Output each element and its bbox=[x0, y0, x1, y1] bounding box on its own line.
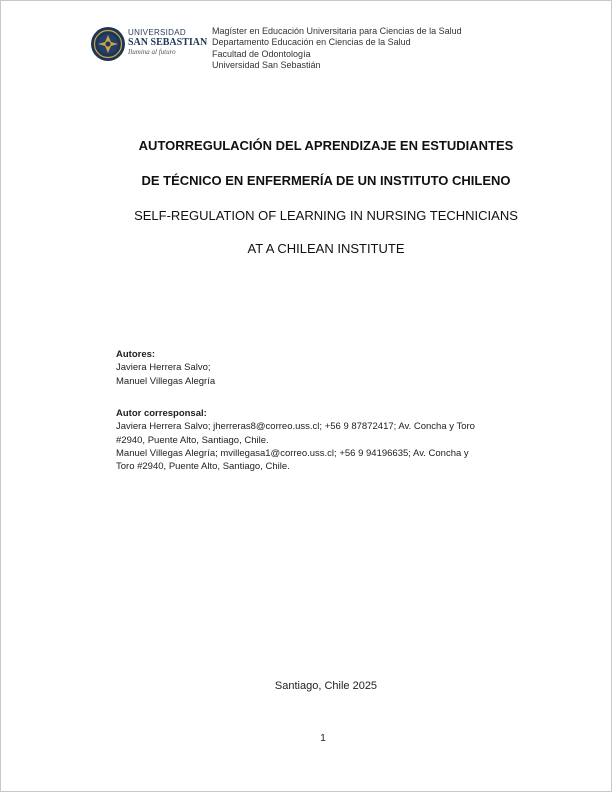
corresponding-author-line: Manuel Villegas Alegría; mvillegasa1@correo.uss.cl; +56 9 94196635; Av. Concha y bbox=[116, 447, 469, 459]
logo-university-word: UNIVERSIDAD bbox=[128, 28, 186, 37]
logo-tagline: Ilumina al futuro bbox=[128, 48, 176, 56]
corresponding-author-line: #2940, Puente Alto, Santiago, Chile. bbox=[116, 434, 269, 446]
title-english-line-2: AT A CHILEAN INSTITUTE bbox=[247, 241, 405, 256]
corresponding-author-line: Toro #2940, Puente Alto, Santiago, Chile. bbox=[116, 461, 290, 473]
author-name: Manuel Villegas Alegría bbox=[116, 375, 216, 387]
affiliation-university: Universidad San Sebastián bbox=[212, 59, 321, 70]
affiliation-block bbox=[212, 26, 462, 71]
affiliation-program: Magíster en Educación Universitaria para Ciencias de la Salud bbox=[212, 26, 462, 36]
affiliation-faculty: Facultad de Odontología bbox=[212, 48, 311, 59]
corresponding-author-line: Javiera Herrera Salvo; jherreras8@correo.uss.cl; +56 9 87872417; Av. Concha y Toro bbox=[116, 421, 475, 433]
title-english-line-1: SELF-REGULATION OF LEARNING IN NURSING TECHNICIANS bbox=[134, 208, 518, 223]
logo-university-name: SAN SEBASTIAN bbox=[128, 37, 208, 48]
title-spanish-line-2: DE TÉCNICO EN ENFERMERÍA DE UN INSTITUTO CHILENO bbox=[141, 173, 511, 188]
university-logo bbox=[90, 24, 208, 64]
university-seal-icon bbox=[90, 26, 126, 62]
affiliation-department: Departamento Educación en Ciencias de la Salud bbox=[212, 37, 411, 48]
title-spanish-line-1: AUTORREGULACIÓN DEL APRENDIZAJE EN ESTUDIANTES bbox=[138, 138, 514, 153]
authors-section bbox=[116, 348, 536, 388]
author-name: Javiera Herrera Salvo; bbox=[116, 362, 211, 374]
place-and-date: Santiago, Chile 2025 bbox=[274, 680, 378, 692]
page-number: 1 bbox=[320, 733, 326, 744]
authors-label: Autores: bbox=[116, 349, 156, 360]
corresponding-author-section bbox=[116, 407, 536, 473]
corresponding-author-label: Autor corresponsal: bbox=[116, 408, 207, 419]
